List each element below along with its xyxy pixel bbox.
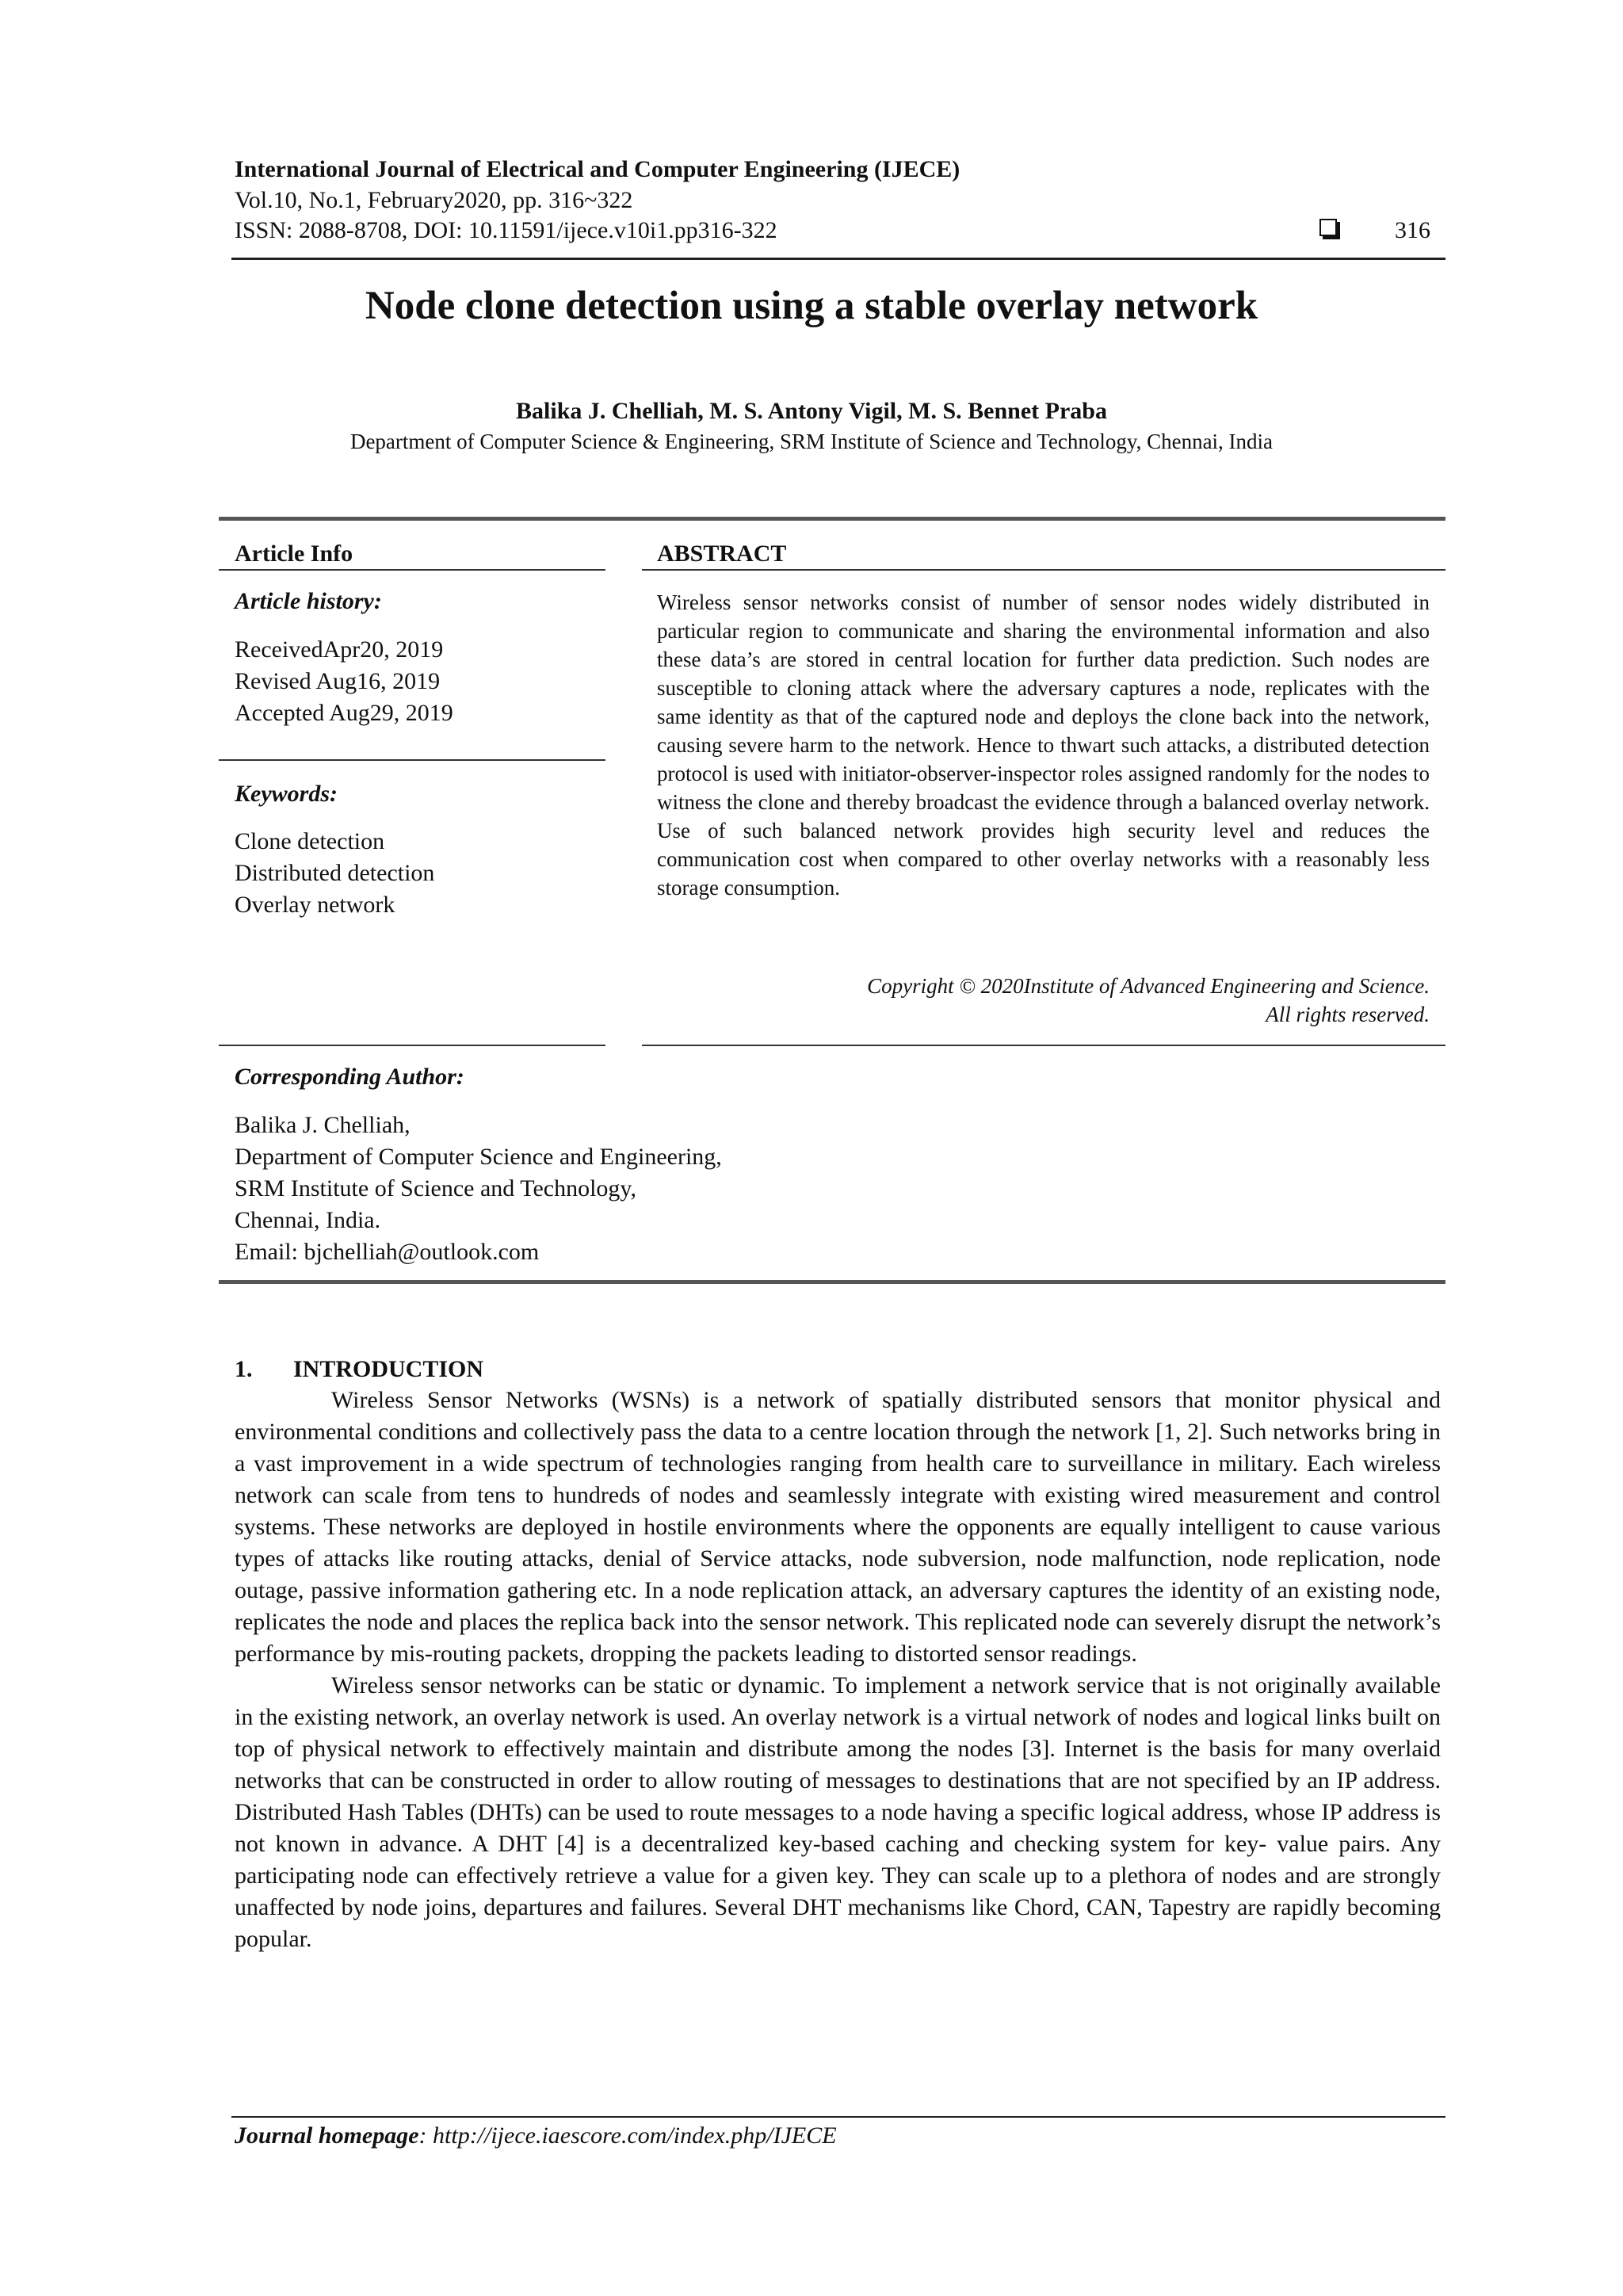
page-number: 316 [1395,217,1430,243]
section-title: INTRODUCTION [293,1356,484,1382]
accepted-date: Accepted Aug29, 2019 [235,700,453,726]
corresponding-dept: Department of Computer Science and Engineering, [235,1144,722,1170]
frame-top-rule [219,517,1445,521]
corresponding-city: Chennai, India. [235,1207,381,1233]
corresponding-email: Email: bjchelliah@outlook.com [235,1239,540,1265]
intro-body [235,1385,1441,1955]
abstract-bottom-rule [642,1045,1445,1046]
history-heading: Article history: [235,588,382,614]
frame-bottom-rule [219,1280,1445,1284]
keyword-item: Overlay network [235,892,395,918]
article-info-heading: Article Info [235,541,353,567]
header-rule [231,258,1445,260]
affiliation: Department of Computer Science & Engineering, SRM Institute of Science and Technology, Chennai, India [349,430,1274,453]
corresponding-name: Balika J. Chelliah, [235,1112,411,1138]
abstract-rule [642,569,1445,571]
journal-issn: ISSN: 2088-8708, DOI: 10.11591/ijece.v10i1.pp316-322 [235,217,777,243]
intro-paragraph: Wireless sensor networks can be static or dynamic. To implement a network service that is not originally available in the existing network, an overlay network is used. An overlay network is a virtual network of nodes and logical links built on top of physical network to effectively maintain and distribute among the nodes [3]. Internet is the basis for many overlaid networks that can be constructed in order to allow routing of messages to destinations that are not specified by an IP address. Distributed Hash Tables (DHTs) can be used to route messages to a node having a specific logical address, whose IP address is not known in advance. A DHT [4] is a decentralized key-based caching and checking system for key- value pairs. Any participating node can effectively retrieve a value for a given key. They can scale up to a plethora of nodes and are strongly unaffected by node joins, departures and failures. Several DHT mechanisms like Chord, CAN, Tapestry are rapidly becoming popular. [235,1672,1441,1952]
homepage-url[interactable]: : http://ijece.iaescore.com/index.php/IJECE [418,2122,837,2149]
abstract-heading: ABSTRACT [657,541,787,567]
info-bottom-rule [219,1045,605,1046]
corresponding-inst: SRM Institute of Science and Technology, [235,1175,636,1201]
rights-reserved: All rights reserved. [1266,1003,1430,1026]
keywords-heading: Keywords: [235,781,338,807]
corresponding-heading: Corresponding Author: [235,1064,464,1090]
footer-rule [231,2116,1445,2118]
keyword-item: Clone detection [235,828,385,854]
homepage-label: Journal homepage [235,2122,419,2149]
section-heading [235,1354,483,1385]
keyword-item: Distributed detection [235,860,435,886]
paper-title: Node clone detection using a stable overlay network [365,284,1258,328]
journal-volume: Vol.10, No.1, February2020, pp. 316~322 [235,187,633,213]
article-info-rule [219,569,605,571]
journal-name: International Journal of Electrical and Computer Engineering (IJECE) [235,156,960,182]
received-date: ReceivedApr20, 2019 [235,636,444,663]
section-number: 1. [235,1356,253,1382]
checkbox-square-icon [1319,219,1337,236]
history-rule [219,759,605,761]
authors: Balika J. Chelliah, M. S. Antony Vigil, M. S. Bennet Praba [516,398,1107,424]
copyright-line: Copyright © 2020Institute of Advanced Engineering and Science. [867,974,1430,998]
abstract-text: Wireless sensor networks consist of number of sensor nodes widely distributed in particular region to communicate and sharing the environmental information and also these data’s are stored in central location for further data prediction. Such nodes are susceptible to cloning attack where the adversary captures a node, replicates with the same identity as that of the captured node and deploys the clone back into the network, causing severe harm to the network. Hence to thwart such attacks, a distributed detection protocol is used with initiator-observer-inspector roles assigned randomly for the nodes to witness the clone and thereby broadcast the evidence through a balanced overlay network. Use of such balanced network provides high security level and reduces the communication cost when compared to other overlay networks with a reasonably less storage consumption. [657,590,1430,900]
revised-date: Revised Aug16, 2019 [235,668,441,694]
intro-paragraph: Wireless Sensor Networks (WSNs) is a network of spatially distributed sensors that monitor physical and environmental conditions and collectively pass the data to a centre location through the network [1, 2]. Such networks bring in a vast improvement in a wide spectrum of technologies ranging from health care to surveillance in military. Each wireless network can scale from tens to hundreds of nodes and seamlessly integrate with existing wired measurement and control systems. These networks are deployed in hostile environments where the opponents are equally intelligent to cause various types of attacks like routing attacks, denial of Service attacks, node subversion, node malfunction, node replication, node outage, passive information gathering etc. In a node replication attack, an adversary captures the identity of an existing node, replicates the node and places the replica back into the sensor network. This replicated node can severely disrupt the network’s performance by mis-routing packets, dropping the packets leading to distorted sensor readings. [235,1387,1441,1667]
journal-homepage [235,2121,837,2151]
